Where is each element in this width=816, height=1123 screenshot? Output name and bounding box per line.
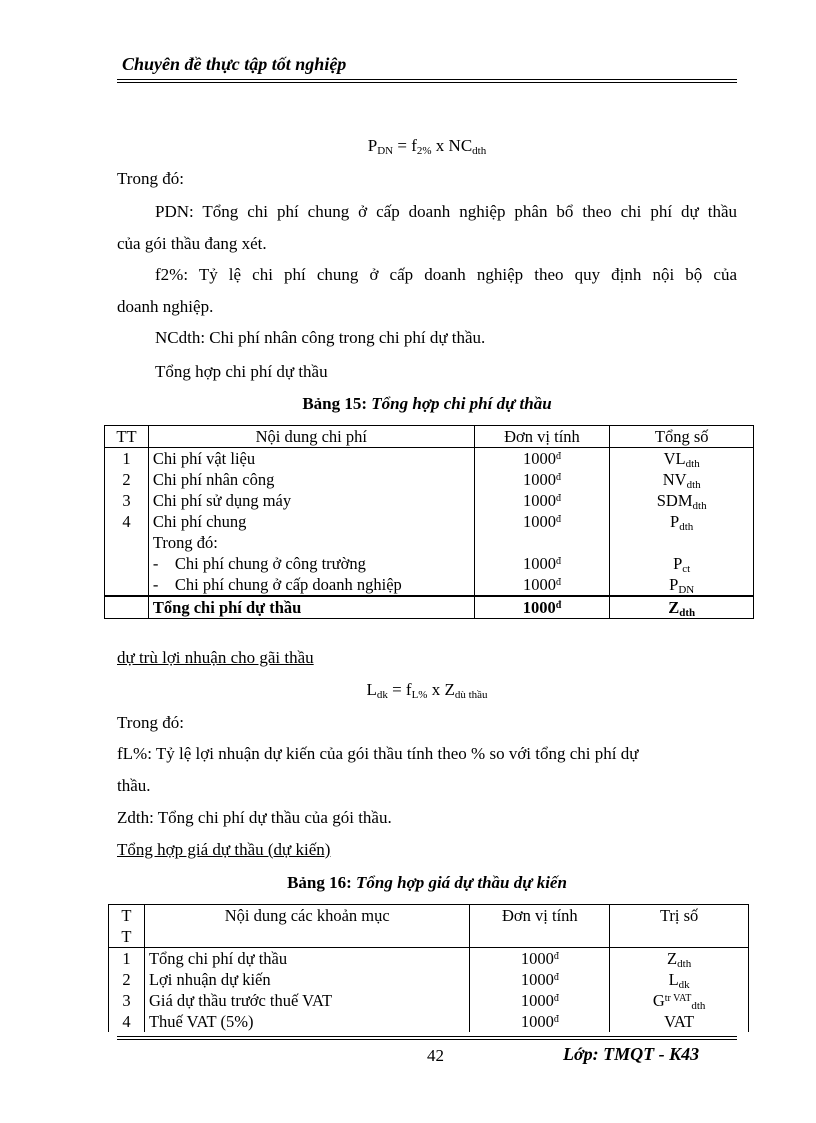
table15-header-unit: Đơn vị tính bbox=[474, 426, 610, 448]
formula-pdn: $P_{DN} = f_{2\%}$ x $NC_{dth}$ bbox=[367, 136, 487, 157]
cell-total-unit: $1000^đ$ bbox=[474, 596, 610, 619]
table16-header-row bbox=[109, 905, 749, 948]
table16 bbox=[108, 904, 749, 1032]
header-title: Chuyên đề thực tập tốt nghiệp bbox=[122, 54, 347, 74]
cell-total-content: Tổng chi phí dự thầu bbox=[148, 596, 474, 619]
table15-total-row bbox=[105, 596, 754, 619]
page-number: 42 bbox=[427, 1046, 444, 1065]
footer-rule-top bbox=[117, 1036, 737, 1037]
def-zdth: Zdth: Tổng chi phí dự thầu của gói thầu. bbox=[117, 808, 392, 827]
where-label-2: Trong đó: bbox=[117, 713, 184, 732]
table15-header-tt: TT bbox=[105, 426, 149, 448]
summary-heading: Tổng hợp chi phí dự thầu bbox=[155, 362, 328, 381]
profit-heading: dự trù lợi nhuận cho gãi thầu bbox=[117, 648, 314, 667]
table16-header-content: Nội dung các khoản mục bbox=[144, 905, 470, 948]
def-pdn-line1: PDN: Tổng chi phí chung ở cấp doanh nghiệp phân bổ theo chi phí dự thầu bbox=[155, 202, 737, 221]
table16-header-value: Trị số bbox=[610, 905, 749, 948]
def-pdn-line2: của gói thầu đang xét. bbox=[117, 234, 267, 253]
cell-unit: $1000^đ$ $1000^đ$ $1000^đ$ $1000^đ$ bbox=[470, 948, 610, 1033]
table15 bbox=[104, 425, 754, 619]
table-row bbox=[105, 448, 754, 597]
def-f2-line1: f2%: Tỷ lệ chi phí chung ở cấp doanh nghiệp theo quy định nội bộ của bbox=[155, 265, 737, 284]
footer-rule-bottom bbox=[117, 1039, 737, 1040]
cell-content: Tổng chi phí dự thầu Lợi nhuận dự kiến Giá dự thầu trước thuế VAT Thuế VAT (5%) bbox=[144, 948, 470, 1033]
cell-tt: 1 2 3 4 bbox=[105, 448, 149, 597]
table-row bbox=[109, 948, 749, 1033]
cell-tt: 1 2 3 4 bbox=[109, 948, 145, 1033]
def-f2-line2: doanh nghiệp. bbox=[117, 297, 214, 316]
table15-header-row bbox=[105, 426, 754, 448]
header-rule-bottom bbox=[117, 82, 737, 83]
table16-caption: Bảng 16: Tổng hợp giá dự thầu dự kiến bbox=[287, 873, 567, 892]
cell-content: Chi phí vật liệu Chi phí nhân công Chi phí sử dụng máy Chi phí chung Trong đó: - Chi phí chung ở công trường - Chi phí chung ở cấp doanh nghiệp bbox=[148, 448, 474, 597]
cell-value: $Z_{dth}$ $L_{dk}$ $G^{tr VAT}_{dth}$ VAT bbox=[610, 948, 749, 1033]
table15-header-content: Nội dung chi phí bbox=[148, 426, 474, 448]
where-label-1: Trong đó: bbox=[117, 169, 184, 188]
table15-header-total: Tổng số bbox=[610, 426, 754, 448]
header-rule-top bbox=[117, 79, 737, 80]
cell-total: $VL_{dth}$ $NV_{dth}$ $SDM_{dth}$ $P_{dth}$ $P_{ct}$ $P_{DN}$ bbox=[610, 448, 754, 597]
cell-unit: $1000^đ$ $1000^đ$ $1000^đ$ $1000^đ$ $1000^đ$ $1000^đ$ bbox=[474, 448, 610, 597]
footer-class: Lớp: TMQT - K43 bbox=[563, 1044, 700, 1064]
def-fl-line1: fL%: Tỷ lệ lợi nhuận dự kiến của gói thầu tính theo % so với tổng chi phí dự bbox=[117, 744, 639, 763]
table16-header-unit: Đơn vị tính bbox=[470, 905, 610, 948]
def-ncdth: NCdth: Chi phí nhân công trong chi phí dự thầu. bbox=[155, 328, 486, 347]
table16-header-tt: T T bbox=[109, 905, 145, 948]
def-fl-line2: thầu. bbox=[117, 776, 151, 795]
price-heading: Tổng hợp giá dự thầu (dự kiến) bbox=[117, 840, 331, 859]
cell-total-value: $Z_{dth}$ bbox=[610, 596, 754, 619]
formula-ldk: $L_{dk} = f_{L\%}$ x $Z_{dù thầu}$ bbox=[366, 680, 488, 701]
cell-empty bbox=[105, 596, 149, 619]
table15-caption: Bảng 15: Tổng hợp chi phí dự thầu bbox=[302, 394, 552, 413]
